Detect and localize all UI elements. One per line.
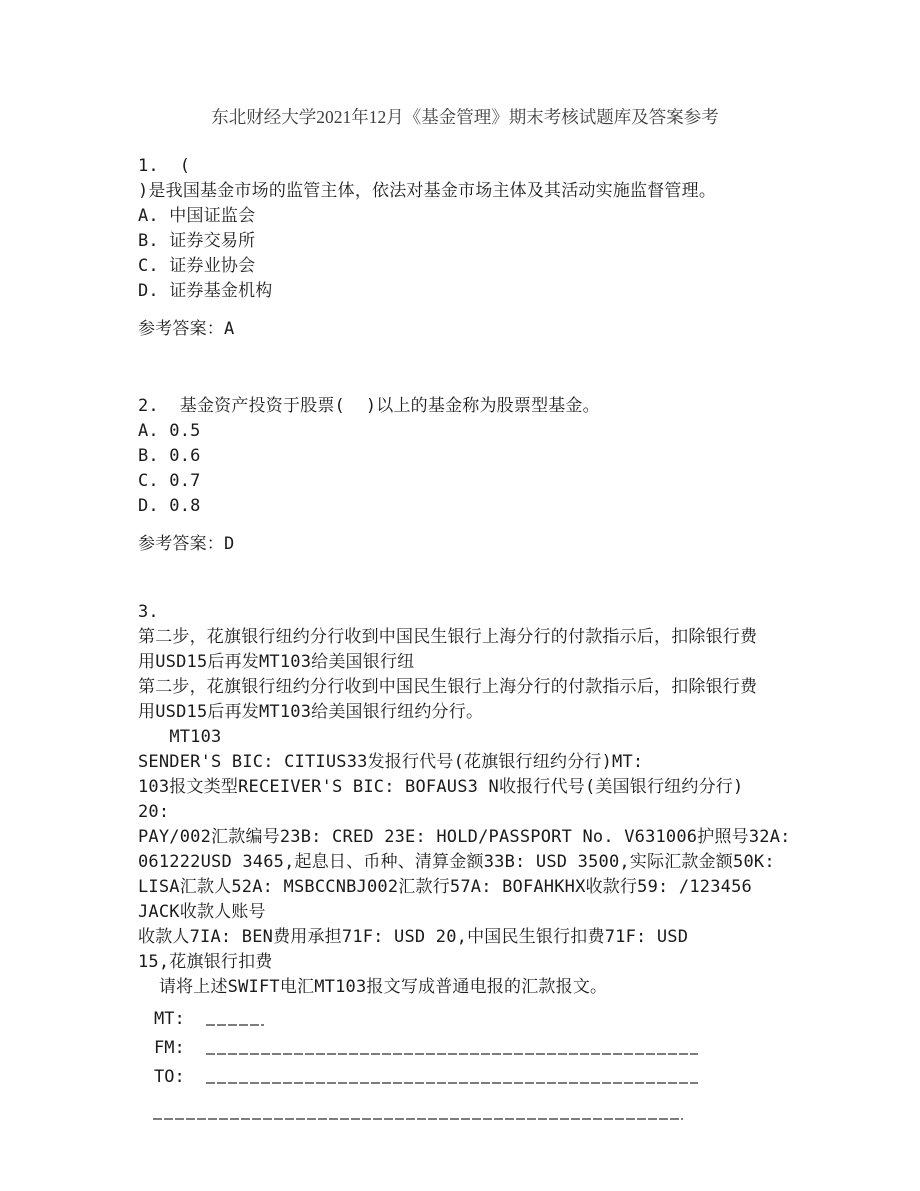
- q2-option-a: A. 0.5: [138, 421, 201, 441]
- fm-blank-row: [138, 1034, 792, 1063]
- q2-stem: 2. 基金资产投资于股票( )以上的基金称为股票型基金。: [138, 396, 600, 416]
- q3-paragraph-line: 第二步，花旗银行纽约分行收到中国民生银行上海分行的付款指示后，扣除银行费: [138, 627, 758, 647]
- q3-swift-line: LISA汇款人52A: MSBCCNBJ002汇款行57A: BOFAHKHX收款行59: /123456: [138, 877, 752, 897]
- mt-blank-underline: [206, 1024, 264, 1026]
- to-blank-row: [138, 1063, 792, 1092]
- q3-swift-line: 061222USD 3465,起息日、币种、清算金额33B: USD 3500,实际汇款金额50K:: [138, 852, 775, 872]
- q3-number-line: 3.: [138, 602, 159, 622]
- q1-option-c: C. 证券业协会: [138, 256, 256, 276]
- to-blank-underline: [206, 1082, 698, 1084]
- q3-answer-blanks: [138, 1005, 792, 1128]
- q1-number-line: 1. (: [138, 156, 191, 176]
- q3-swift-line: PAY/002汇款编号23B: CRED 23E: HOLD/PASSPORT No. V631006护照号32A:: [138, 827, 791, 847]
- q3-paragraph-line: 用USD15后再发MT103给美国银行纽: [138, 652, 415, 672]
- q1-stem: )是我国基金市场的监管主体，依法对基金市场主体及其活动实施监督管理。: [138, 181, 717, 201]
- fm-blank-label: FM:: [154, 1038, 185, 1058]
- question-2: [138, 394, 792, 557]
- question-1: [138, 154, 792, 342]
- q3-paragraph-line: 第二步，花旗银行纽约分行收到中国民生银行上海分行的付款指示后，扣除银行费: [138, 677, 758, 697]
- q3-mt103-heading: MT103: [138, 727, 222, 747]
- q2-option-b: B. 0.6: [138, 446, 201, 466]
- q3-paragraph-line: 用USD15后再发MT103给美国银行纽约分行。: [138, 702, 484, 722]
- fm-blank-underline: [206, 1053, 698, 1055]
- mt-blank-label: MT:: [154, 1009, 185, 1029]
- continuation-blank-row: [138, 1099, 792, 1128]
- page-title: 东北财经大学2021年12月《基金管理》期末考核试题库及答案参考: [211, 107, 719, 127]
- question-3: [138, 600, 792, 1128]
- continuation-blank-underline: [153, 1118, 683, 1120]
- q1-answer: 参考答案：A: [138, 319, 235, 339]
- q3-swift-line: 103报文类型RECEIVER'S BIC: BOFAUS3 N收报行代号(美国银行纽约分行) 20:: [138, 777, 765, 822]
- q2-answer: 参考答案：D: [138, 534, 235, 554]
- q1-option-a: A. 中国证监会: [138, 206, 256, 226]
- q3-instruction: 请将上述SWIFT电汇MT103报文写成普通电报的汇款报文。: [138, 977, 608, 997]
- q1-option-b: B. 证券交易所: [138, 231, 256, 251]
- q1-option-d: D. 证券基金机构: [138, 281, 273, 301]
- mt-blank-row: [138, 1005, 792, 1034]
- q2-option-d: D. 0.8: [138, 496, 201, 516]
- q3-swift-line: 15,花旗银行扣费: [138, 952, 273, 972]
- q3-swift-line: 收款人7IA: BEN费用承担71F: USD 20,中国民生银行扣费71F: USD: [138, 927, 689, 947]
- q3-swift-line: SENDER'S BIC: CITIUS33发报行代号(花旗银行纽约分行)MT:: [138, 752, 644, 772]
- to-blank-label: TO:: [154, 1067, 185, 1087]
- q2-option-c: C. 0.7: [138, 471, 201, 491]
- q3-swift-line: JACK收款人账号: [138, 902, 266, 922]
